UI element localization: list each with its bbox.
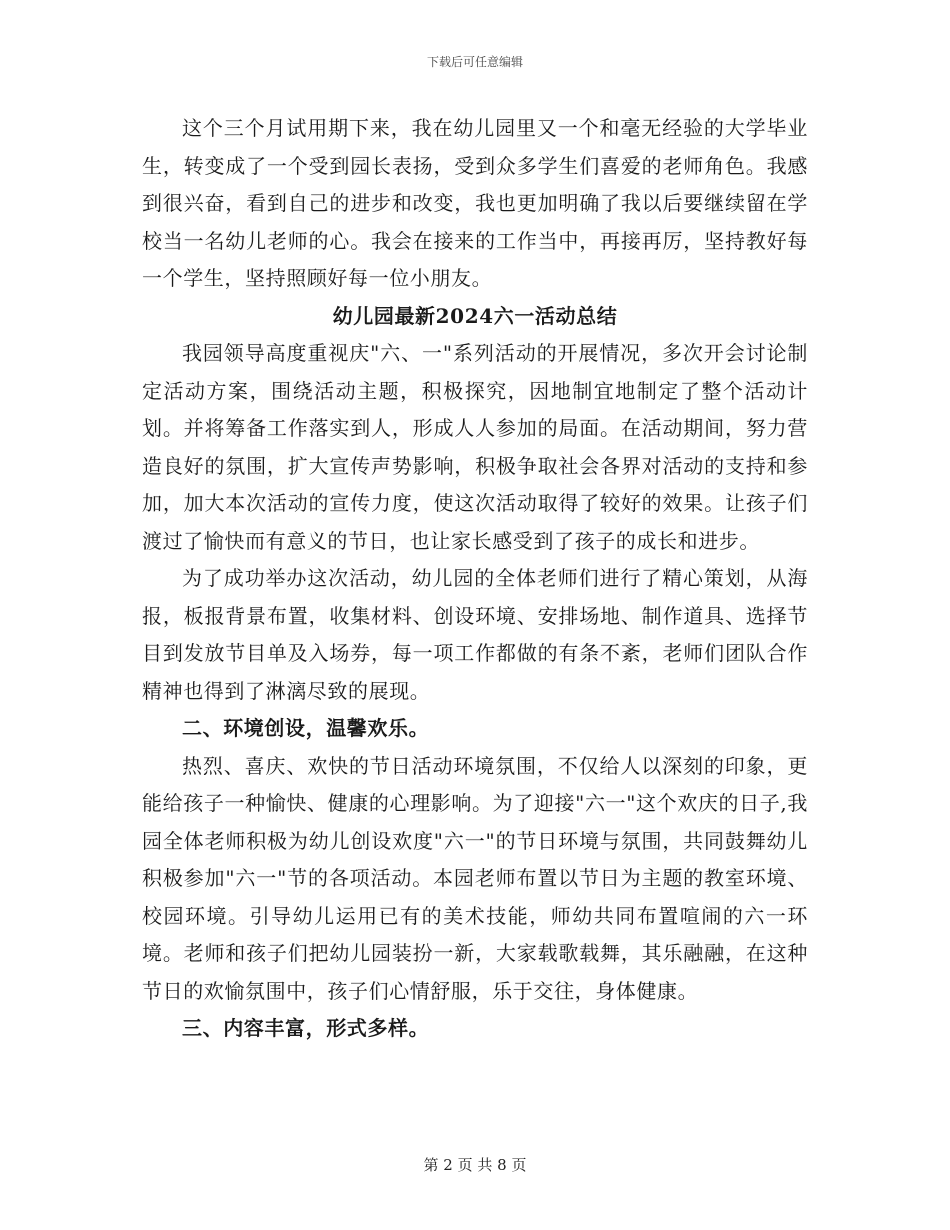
heading-content: 三、内容丰富，形式多样。 bbox=[182, 1016, 430, 1040]
page-number: 第 2 页 共 8 页 bbox=[423, 1156, 527, 1174]
page-header-note: 下载后可任意编辑 bbox=[426, 55, 523, 69]
paragraph-intro: 这个三个月试用期下来，我在幼儿园里又一个和毫无经验的大学毕业生，转变成了一个受到园长表扬，受到众多学生们喜爱的老师角色。我感到很兴奋，看到自己的进步和改变，我也更加明确了我以后要继续留在学校当一名幼儿老师的心。我会在接来的工作当中，再接再厉，坚持教好每一个学生，坚持照顾好每一位小朋友。 bbox=[142, 116, 808, 290]
paragraph-leadership: 我园领导高度重视庆"六、一"系列活动的开展情况，多次开会讨论制定活动方案，围绕活动主题，积极探究，因地制宜地制定了整个活动计划。并将筹备工作落实到人，形成人人参加的局面。在活动期间，努力营造良好的氛围，扩大宣传声势影响，积极争取社会各界对活动的支持和参加，加大本次活动的宣传力度，使这次活动取得了较好的效果。让孩子们渡过了愉快而有意义的节日，也让家长感受到了孩子的成长和进步。 bbox=[142, 341, 808, 553]
section-title: 幼儿园最新2024六一活动总结 bbox=[332, 303, 618, 328]
heading-environment: 二、环境创设，温馨欢乐。 bbox=[182, 716, 430, 740]
document-body bbox=[142, 110, 808, 1048]
paragraph-teachers: 为了成功举办这次活动，幼儿园的全体老师们进行了精心策划，从海报，板报背景布置，收集材料、创设环境、安排场地、制作道具、选择节目到发放节目单及入场券，每一项工作都做的有条不紊，老师们团队合作精神也得到了淋漓尽致的展现。 bbox=[142, 566, 808, 703]
paragraph-environment: 热烈、喜庆、欢快的节日活动环境氛围，不仅给人以深刻的印象，更能给孩子一种愉快、健康的心理影响。为了迎接"六一"这个欢庆的日子,我园全体老师积极为幼儿创设欢度"六一"的节日环境与氛围，共同鼓舞幼儿积极参加"六一"节的各项活动。本园老师布置以节日为主题的教室环境、校园环境。引导幼儿运用已有的美术技能，师幼共同布置喧闹的六一环境。老师和孩子们把幼儿园装扮一新，大家载歌载舞，其乐融融，在这种节日的欢愉氛围中，孩子们心情舒服，乐于交往，身体健康。 bbox=[142, 753, 808, 1003]
